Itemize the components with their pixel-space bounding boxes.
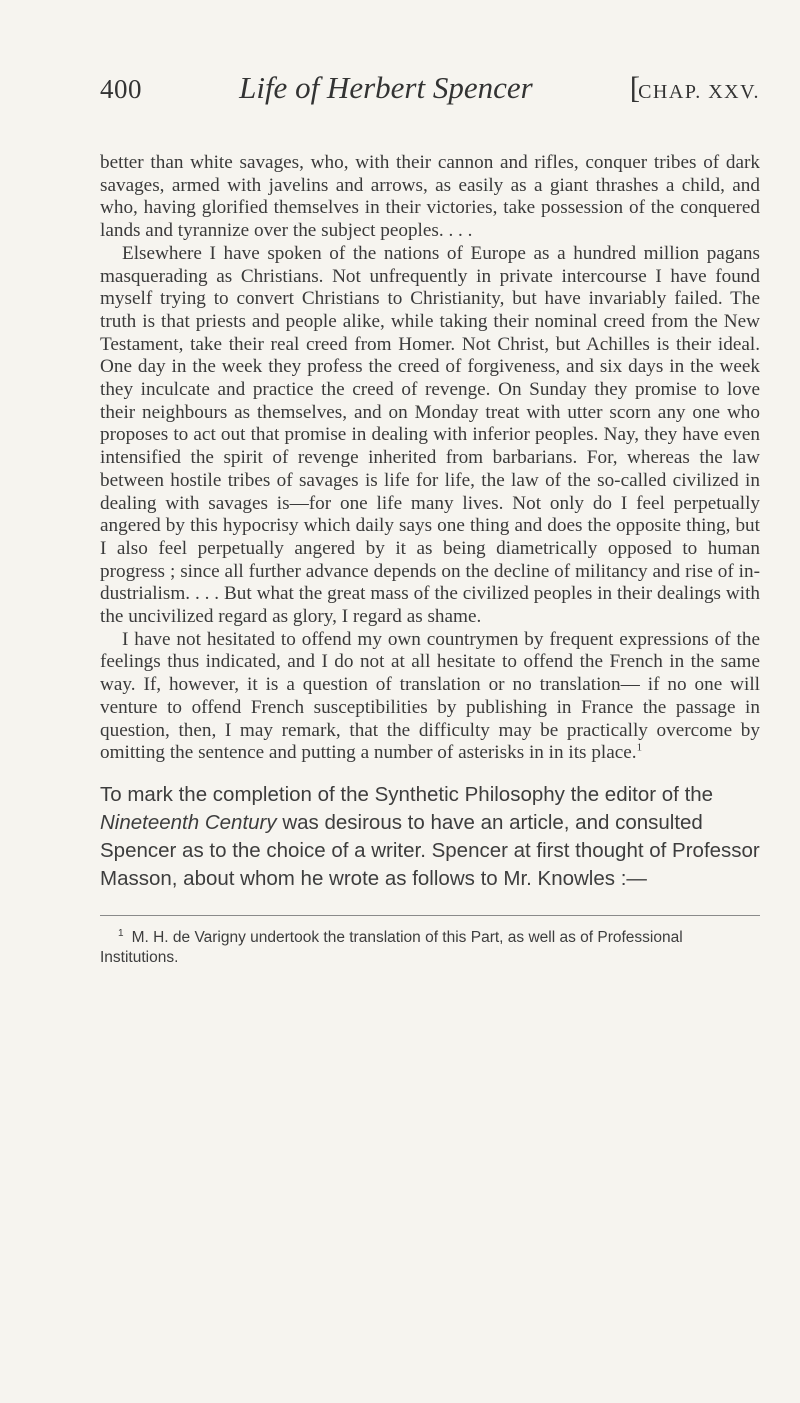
footnote xyxy=(100,928,760,968)
footnote-text: M. H. de Varigny undertook the translation of this Part, as well as of Professional Institutions. xyxy=(100,928,683,966)
footnote-reference: 1 xyxy=(636,741,643,754)
paragraph-pagans: Elsewhere I have spoken of the nations of Europe as a hundred million pagans masquerading as Christians. Not unfrequently in private intercourse I have found myself trying to convert Christians to Christianity, but have invariably failed. The truth is that priests and people alike, while taking their nominal creed from the New Testament, take their real creed from Homer. Not Christ, but Achilles is their ideal. One day in the week they profess the creed of forgiveness, and six days in the week they inculcate and practice the creed of revenge. On Sunday they promise to love their neighbours as themselves, and on Monday treat with utter scorn any one who proposes to act out that promise in dealing with inferior peoples. Nay, they have even intensified the spirit of revenge inherited from barbarians. For, whereas the law between hostile tribes of savages is life for life, the law of the so-called civilized in dealing with savages is—for one life many lives. Not only do I feel perpetually angered by this hypocrisy which daily says one thing and does the opposite thing, but I also feel perpetually angered by it as being diametrically opposed to human progress ; since all further advance depends on the decline of militancy and rise of in-dustrialism. . . . But what the great mass of the civilized peoples in their dealings with the uncivilized regard as glory, I regard as shame. xyxy=(100,242,760,628)
narrative-before: To mark the completion of the Synthetic Philosophy the editor of the xyxy=(100,782,714,806)
paragraph-narrative xyxy=(100,781,760,893)
footnote-divider xyxy=(100,915,760,916)
page-number: 400 xyxy=(100,74,142,104)
book-page xyxy=(100,70,760,968)
narrative-journal-title: Nineteenth Century xyxy=(100,810,277,834)
footnote-marker: 1 xyxy=(118,927,124,939)
paragraph-translation xyxy=(100,629,760,765)
body-text xyxy=(100,152,760,893)
paragraph-translation-text: I have not hesitated to offend my own countrymen by frequent expressions of the feelings thus indicated, and I do not at all hesitate to offend the French in the same way. If, however, it is a question of translation or no translation— if no one will venture to offend French susceptibilities by publishing in France the passage in question, then, I may remark, that the difficulty may be practically overcome by omitting the sentence and putting a number of asterisks in in its place. xyxy=(100,628,760,764)
running-header xyxy=(100,70,760,110)
chapter-number: CHAP. XXV. xyxy=(638,81,760,103)
chapter-label xyxy=(630,70,760,106)
running-title: Life of Herbert Spencer xyxy=(239,70,533,105)
chapter-bracket: [ xyxy=(629,70,641,105)
paragraph-continued: better than white savages, who, with their cannon and rifles, conquer tribes of dark savages, armed with javelins and arrows, as easily as a giant thrashes a child, and who, having glorified themselves in their victories, take possession of the conquered lands and tyrannize over the subject peoples. . . . xyxy=(100,152,760,242)
narrative-after: was desirous to have an article, and consulted Spencer as to the choice of a writer. Spencer at first thought of Professor Masson, about whom he wrote as follows to Mr. Knowles :— xyxy=(100,810,760,890)
